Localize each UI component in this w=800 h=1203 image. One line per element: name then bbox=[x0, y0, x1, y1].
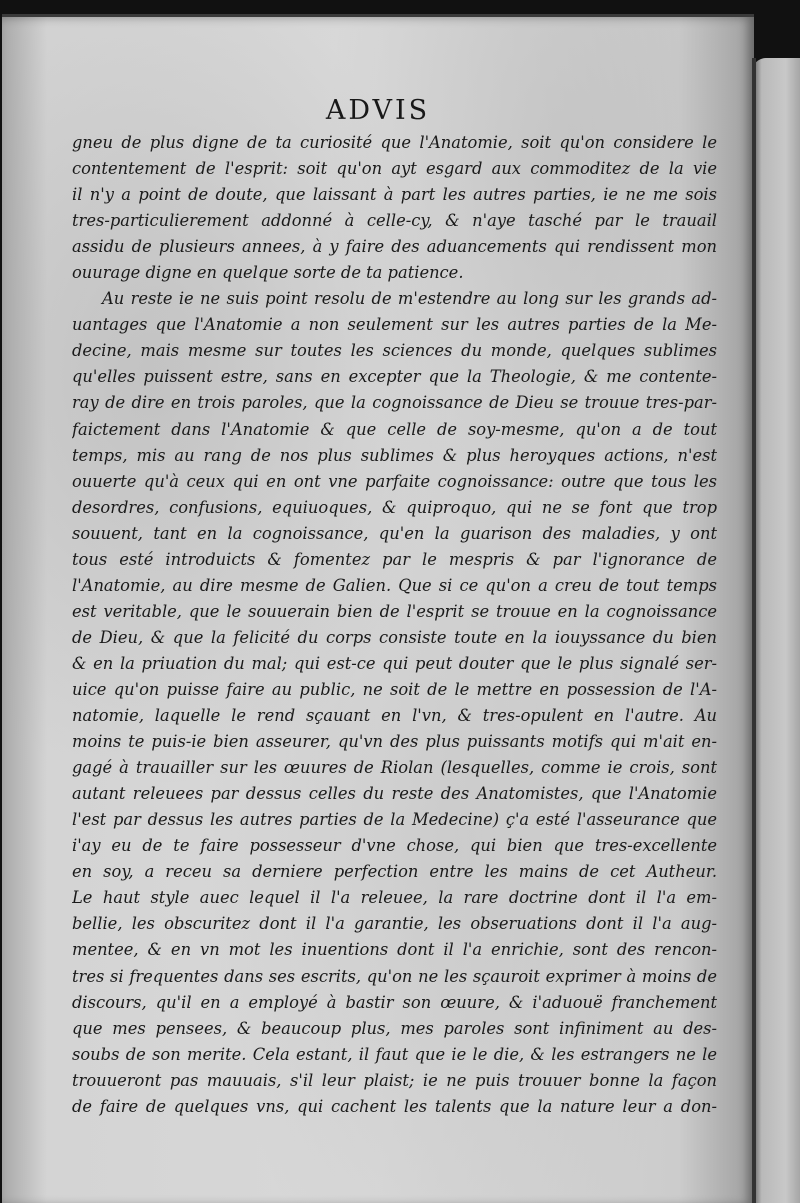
adjacent-page-edge bbox=[752, 58, 800, 1203]
text-line: gneu de plus digne de ta curiosité que l'Anatomie, soit qu'on considere le bbox=[72, 133, 717, 152]
text-line: desordres, confusions, equiuoques, & quiproquo, qui ne se font que trop bbox=[72, 497, 717, 517]
text-line: ouurage digne en quelque sorte de ta patience. bbox=[72, 263, 464, 283]
text-line: faictement dans l'Anatomie & que celle de soy-mesme, qu'on a de tout bbox=[72, 419, 717, 439]
page-gutter-shadow bbox=[752, 58, 756, 1203]
text-line: uice qu'on puisse faire au public, ne soit de le mettre en possession de l'A- bbox=[72, 679, 717, 699]
text-line: est veritable, que le souuerain bien de l'esprit se trouue en la cognoissance bbox=[72, 601, 717, 621]
text-line: de faire de quelques vns, qui cachent les talents que la nature leur a don- bbox=[72, 1096, 717, 1116]
text-line: contentement de l'esprit: soit qu'on ayt esgard aux commoditez de la vie bbox=[72, 159, 717, 179]
text-line: decine, mais mesme sur toutes les sciences du monde, quelques sublimes bbox=[72, 341, 717, 361]
text-line: tres si frequentes dans ses escrits, qu'on ne les sçauroit exprimer à moins de bbox=[72, 966, 717, 986]
running-header: ADVIS bbox=[325, 95, 431, 126]
page-body-text bbox=[72, 130, 717, 1120]
text-line: tres-particulierement addonné à celle-cy, & n'aye tasché par le trauail bbox=[72, 211, 717, 231]
text-line: gagé à trauailler sur les œuures de Riolan (lesquelles, comme ie crois, sont bbox=[72, 758, 717, 778]
text-line: tous esté introduicts & fomentez par le mespris & par l'ignorance de bbox=[72, 549, 717, 569]
text-line: l'est par dessus les autres parties de la Medecine) ç'a esté l'asseurance que bbox=[72, 810, 717, 830]
text-line: moins te puis-ie bien asseurer, qu'vn des plus puissants motifs qui m'ait en- bbox=[72, 732, 717, 752]
text-line: i'ay eu de te faire possesseur d'vne chose, qui bien que tres-excellente bbox=[72, 836, 717, 856]
text-line: qu'elles puissent estre, sans en excepter que la Theologie, & me contente- bbox=[72, 367, 717, 387]
text-line: l'Anatomie, au dire mesme de Galien. Que si ce qu'on a creu de tout temps bbox=[72, 575, 717, 595]
text-line: assidu de plusieurs annees, à y faire des aduancements qui rendissent mon bbox=[72, 237, 717, 257]
text-line: que mes pensees, & beaucoup plus, mes paroles sont infiniment au des- bbox=[72, 1018, 717, 1038]
text-line: discours, qu'il en a employé à bastir son œuure, & i'aduouë franchement bbox=[72, 992, 717, 1012]
text-line: trouueront pas mauuais, s'il leur plaist; ie ne puis trouuer bonne la façon bbox=[72, 1070, 717, 1090]
text-line: uantages que l'Anatomie a non seulement sur les autres parties de la Me- bbox=[72, 315, 717, 335]
text-line: ray de dire en trois paroles, que la cognoissance de Dieu se trouue tres-par- bbox=[72, 393, 717, 413]
text-line: temps, mis au rang de nos plus sublimes & plus heroyques actions, n'est bbox=[72, 445, 717, 465]
text-line: soubs de son merite. Cela estant, il faut que ie le die, & les estrangers ne le bbox=[72, 1044, 717, 1064]
text-line: il n'y a point de doute, que laissant à part les autres parties, ie ne me sois bbox=[72, 185, 717, 205]
text-line: en soy, a receu sa derniere perfection entre les mains de cet Autheur. bbox=[72, 862, 717, 882]
text-line: bellie, les obscuritez dont il l'a garantie, les obseruations dont il l'a aug- bbox=[72, 914, 717, 934]
text-line: autant releuees par dessus celles du reste des Anatomistes, que l'Anatomie bbox=[72, 784, 717, 804]
text-line: & en la priuation du mal; qui est-ce qui peut douter que le plus signalé ser- bbox=[72, 653, 717, 673]
text-line: Au reste ie ne suis point resolu de m'estendre au long sur les grands ad- bbox=[102, 289, 717, 309]
text-line: ouuerte qu'à ceux qui en ont vne parfaite cognoissance: outre que tous les bbox=[72, 471, 717, 491]
text-line: mentee, & en vn mot les inuentions dont il l'a enrichie, sont des rencon- bbox=[72, 940, 717, 960]
text-line: natomie, laquelle le rend sçauant en l'vn, & tres-opulent en l'autre. Au bbox=[72, 706, 717, 726]
text-line: de Dieu, & que la felicité du corps consiste toute en la iouyssance du bien bbox=[72, 627, 717, 647]
book-page bbox=[2, 14, 754, 1203]
text-line: Le haut style auec lequel il l'a releuee, la rare doctrine dont il l'a em- bbox=[72, 888, 717, 908]
text-line: souuent, tant en la cognoissance, qu'en la guarison des maladies, y ont bbox=[72, 523, 717, 543]
